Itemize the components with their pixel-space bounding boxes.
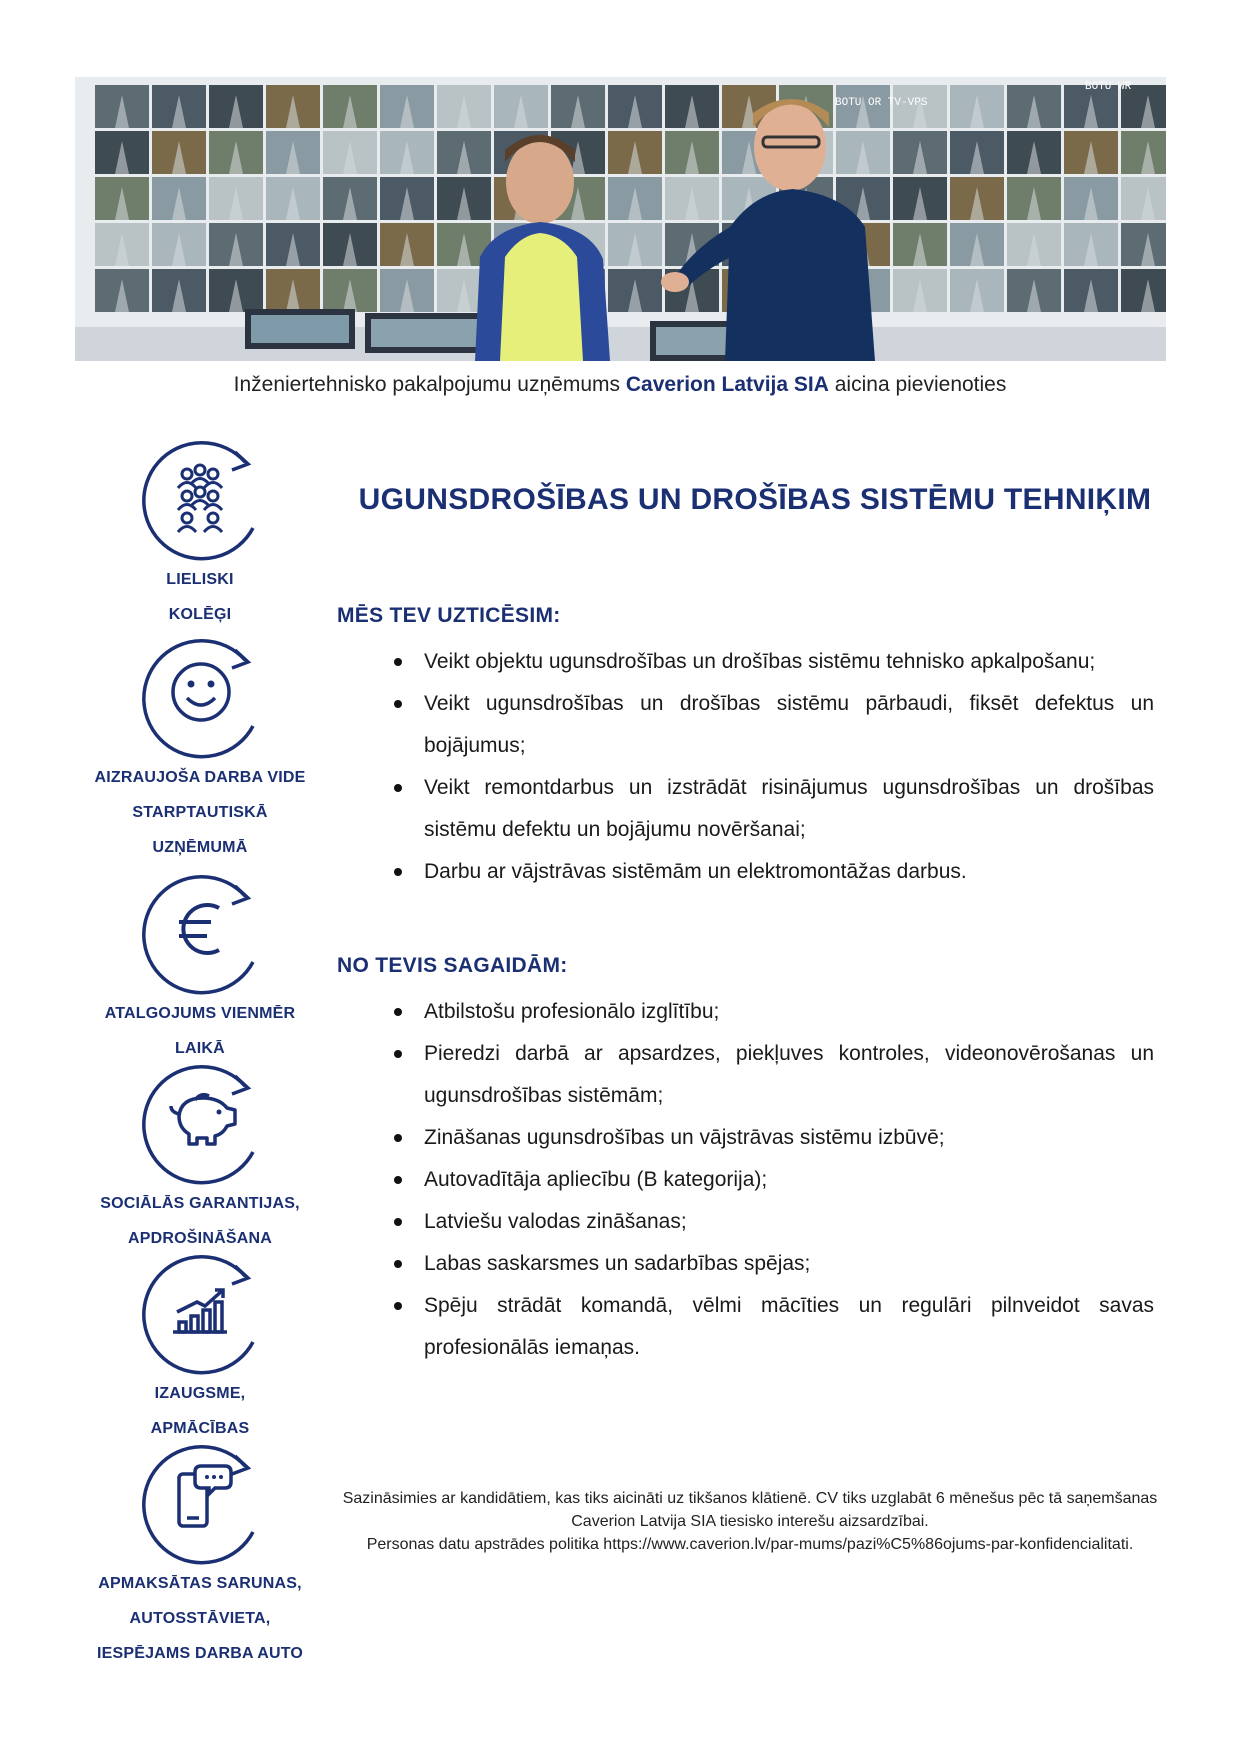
benefit-label: IZAUGSME, APMĀCĪBAS bbox=[150, 1385, 250, 1437]
duties-list bbox=[394, 641, 1154, 893]
smiley-face-icon bbox=[135, 630, 265, 760]
benefit-label: APMAKSĀTAS SARUNAS, AUTOSSTĀVIETA, IESPĒJAMS DARBA AUTO bbox=[96, 1575, 304, 1662]
benefit-label: ATALGOJUMS VIENMĒR LAIKĀ bbox=[104, 1005, 296, 1057]
requirements-list bbox=[394, 991, 1154, 1369]
list-item: Zināšanas ugunsdrošības un vājstrāvas sistēmu izbūvē; bbox=[394, 1117, 1154, 1159]
list-item: Veikt ugunsdrošības un drošības sistēmu pārbaudi, fiksēt defektus un bojājumus; bbox=[394, 683, 1154, 767]
list-item: Pieredzi darbā ar apsardzes, piekļuves kontroles, videonovērošanas un ugunsdrošības sistēmām; bbox=[394, 1033, 1154, 1117]
phone-chat-icon bbox=[135, 1436, 265, 1566]
euro-icon bbox=[135, 866, 265, 996]
list-item: Darbu ar vājstrāvas sistēmām un elektromontāžas darbus. bbox=[394, 851, 1154, 893]
footer-note bbox=[340, 1487, 1160, 1556]
growth-chart-icon bbox=[135, 1246, 265, 1376]
job-title: UGUNSDROŠĪBAS UN DROŠĪBAS SISTĒMU TEHNIĶIM bbox=[358, 483, 1152, 516]
list-item: Veikt remontdarbus un izstrādāt risinājumus ugunsdrošības un drošības sistēmu defektu un bojājumu novēršanai; bbox=[394, 767, 1154, 851]
benefit-label: SOCIĀLĀS GARANTIJAS, APDROŠINĀŠANA bbox=[100, 1195, 300, 1247]
benefit-work-environment bbox=[80, 630, 320, 865]
screen-label: BOTU OR TV-VPS bbox=[835, 97, 928, 109]
intro-line: Inženiertehnisko pakalpojumu uzņēmums Caverion Latvija SIA aicina pievienoties bbox=[233, 373, 1007, 396]
piggy-bank-icon bbox=[135, 1056, 265, 1186]
list-item: Autovadītāja apliecību (B kategorija); bbox=[394, 1159, 1154, 1201]
footer-line-1: Sazināsimies ar kandidātiem, kas tiks aicināti uz tikšanos klātienē. CV tiks uzglabāt 6 mēnešus pēc tā saņemšanas Caverion Latvija SIA tiesisko interešu aizsardzībai. bbox=[342, 1490, 1158, 1530]
benefit-label: AIZRAUJOŠA DARBA VIDE STARPTAUTISKĀ UZŅĒMUMĀ bbox=[94, 769, 306, 856]
list-item: Latviešu valodas zināšanas; bbox=[394, 1201, 1154, 1243]
requirements-title: NO TEVIS SAGAIDĀM: bbox=[337, 954, 568, 977]
benefit-perks bbox=[80, 1436, 320, 1671]
benefit-label: LIELISKI KOLĒĢI bbox=[166, 571, 234, 623]
company-name: Caverion Latvija SIA bbox=[625, 373, 829, 396]
benefit-growth bbox=[80, 1246, 320, 1446]
screen-label: BOTU WR bbox=[1085, 81, 1132, 93]
hero-photo bbox=[75, 77, 1166, 361]
list-item: Atbilstošu profesionālo izglītību; bbox=[394, 991, 1154, 1033]
list-item: Labas saskarsmes un sadarbības spējas; bbox=[394, 1243, 1154, 1285]
footer-line-2: Personas datu apstrādes politika https://www.caverion.lv/par-mums/pazi%C5%86ojums-par-konfidencialitati. bbox=[366, 1536, 1134, 1553]
benefit-colleagues bbox=[80, 432, 320, 632]
list-item: Spēju strādāt komandā, vēlmi mācīties un regulāri pilnveidot savas profesionālās iemaņas. bbox=[394, 1285, 1154, 1369]
benefit-salary bbox=[80, 866, 320, 1066]
duties-title: MĒS TEV UZTICĒSIM: bbox=[337, 604, 561, 627]
list-item: Veikt objektu ugunsdrošības un drošības sistēmu tehnisko apkalpošanu; bbox=[394, 641, 1154, 683]
people-group-icon bbox=[135, 432, 265, 562]
benefit-social bbox=[80, 1056, 320, 1256]
